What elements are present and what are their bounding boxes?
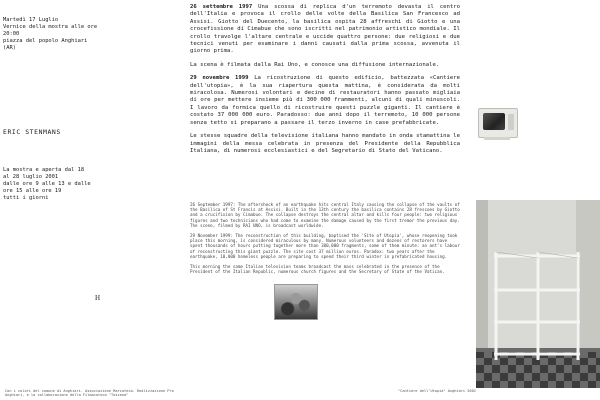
translation-1999: 29 November 1999: The reconstruction of this building, baptised the 'Site of Utopia', whose reopening took place this morning, is considered miraculous by many. Numerous volunteers and dozens of restorers have spent thousands of hours putting together more than 300,000 fragments, some of them minute: an ant's labour of reconstructing this giant puzzle. The site cost 37 million euros. Paradox: two years after the earthquake, 10,000 homeless people are preparing to spend their third winter in prefabricated housing. xyxy=(190,233,460,259)
date-1999: 29 novembre 1999 xyxy=(190,75,249,82)
announce-date: Martedì 17 Luglio xyxy=(3,17,59,23)
shelf-room-illustration xyxy=(476,200,600,388)
main-text xyxy=(190,4,460,161)
date-1997: 26 settembre 1997 xyxy=(190,4,253,10)
tv-body xyxy=(478,108,518,138)
text-1999: La ricostruzione di questo edificio, battezzata «Cantiere dell'utopia», è la sua riapertura questa mattina, è considerata da molti miracolosa. Numerosi volontari e decine di restauratori hanno passato migliaia di ore per mettere insieme più di 300 000 frammenti, alcuni di quali minuscoli. I lavoro da formica quello di ricostruire questi puzzle giganti. Il cantiere è costato 37 000 000 euro. Paradosso: due anni dopo il terremoto, 10 000 persone senza tetto si preparano a passare il terzo inverno in case prefabbricate. xyxy=(190,75,460,126)
translation-mass: This morning the same Italian television teams broadcast the mass celebrated in the presence of the President of the Italian Republic, numerous church figures and the Secretary of State of the Vatican. xyxy=(190,264,445,275)
vernissage-announcement xyxy=(3,17,98,52)
artist-name: ERIC STENMANS xyxy=(3,128,61,136)
english-translation xyxy=(190,202,460,279)
tv-control-panel xyxy=(508,114,514,130)
paragraph-1997 xyxy=(190,4,460,56)
announce-place: piazza del popolo Anghiari (AR) xyxy=(3,38,88,51)
translation-1997: 26 September 1997: The aftershock of an earthquake hits central Italy causing the collapse of the vaults of the Basilica of St Francis at Assisi. Built in the 13th century the basilica contains 28 frescoes by Giotto and a crucifixion by Cimabue. The collapse destroys the central altar and kills four people: two religious figures and two technicians who had come to examine the damage caused by the first tremor the previous day. The scene, filmed by RAI UNO, is broadcast worldwide. xyxy=(190,202,460,228)
announce-time: Vernice della mostra alle ore 20:00 xyxy=(3,24,98,37)
opening-times: dalle ore 9 alle 13 e dalle ore 15 alle ore 19 xyxy=(3,181,91,194)
tv-screen xyxy=(483,113,505,130)
opening-days: tutti i giorni xyxy=(3,195,49,201)
opening-hours xyxy=(3,167,93,202)
tv-monitor-photo xyxy=(478,108,516,140)
initial-letter: H xyxy=(95,294,101,302)
opening-dates: La mostra e aperta dal 18 al 28 luglio 2001 xyxy=(3,167,85,180)
project-footer: "Cantiere dell'Utopia" Anghiari 2001 xyxy=(398,389,476,393)
paragraph-broadcast: La scena è filmata dalla Rai Uno, e conosce una diffusione internazionale. xyxy=(190,61,440,68)
paragraph-mass: Le stesse squadre della televisione italiana hanno mandato in onda stamattina le immagini della messa celebrata in presenza del Presidente della Repubblica Italiana, di numerosi ecclesiastici e del Segretario di Stato del Vaticano. xyxy=(190,133,460,154)
credits-footer: Con i colori del comune di Anghiari. Associazione Marcoteca. Realizzazione Pro Anghiari, e la collaborazione della Filmacoteca "Toscana" xyxy=(5,389,174,397)
text-1997: Una scossa di replica d'un terremoto devasta il centro dell'Italia e provoca il crollo delle volte della Basilica San Francesco ad Assisi. Giotto del Duecento, la basilica ospita 28 affreschi di Giotto e una crocefissione di Cimabue che sono iscritti nel patrimonio artistico mondiale. Il crollo travolge l'altare centrale e uccide quattro persone: due religiosi e due tecnici venuti per esaminare i danni causati dalla prima scossa, avvenuta il giorno prima. xyxy=(190,4,460,55)
paragraph-1999 xyxy=(190,75,460,127)
tv-base xyxy=(484,137,510,140)
crowd-photo xyxy=(274,284,318,320)
shelf-room-photo xyxy=(476,200,600,388)
